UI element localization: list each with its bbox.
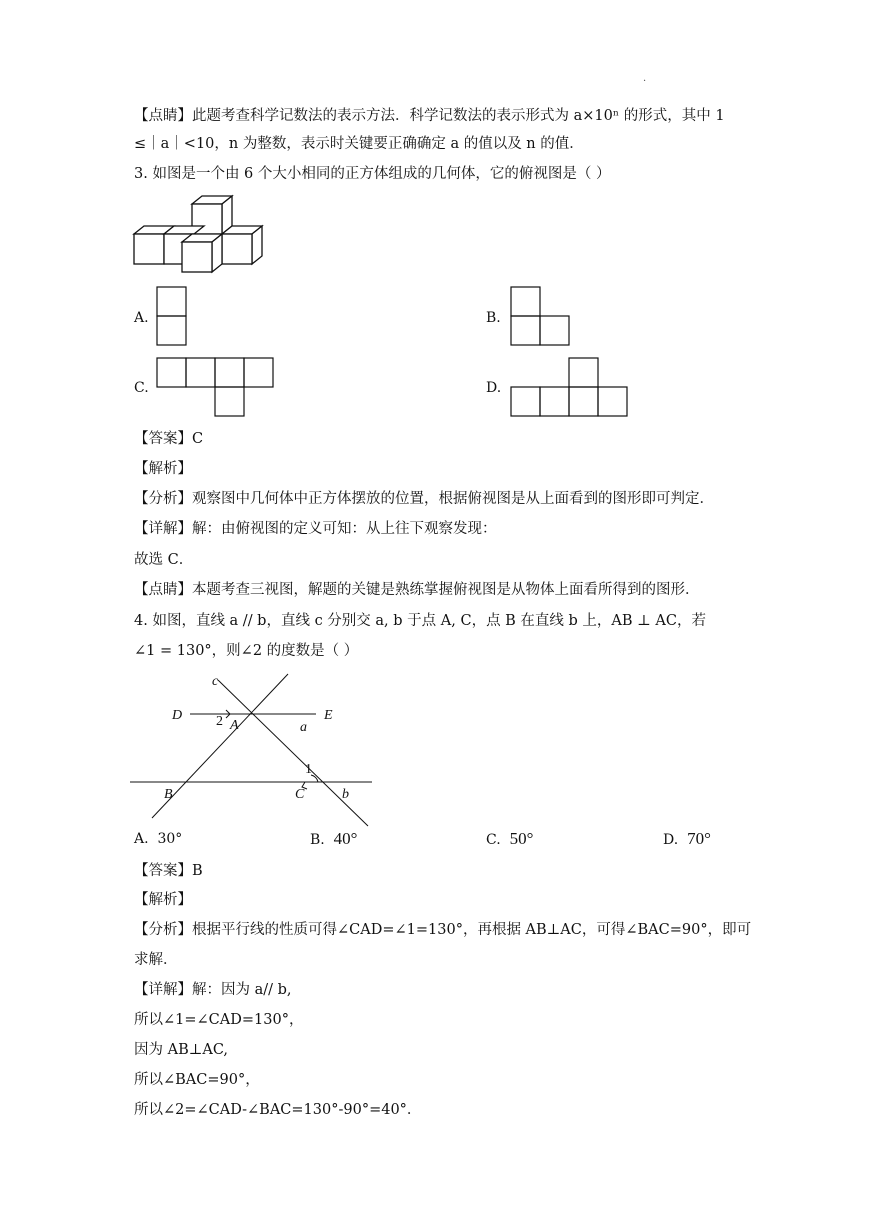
q3-solid-figure: [130, 194, 265, 274]
q4-detail-line2: 所以∠1=∠CAD=130°，: [134, 1012, 304, 1028]
q4-analysis-title: 【解析】: [134, 892, 192, 908]
q3-choose: 故选 C．: [134, 552, 194, 568]
q4-option-d: [663, 829, 711, 849]
label-a-line: a: [300, 720, 307, 735]
label-d: D: [172, 708, 183, 723]
q4-option-c-label: C.: [486, 832, 501, 848]
label-b-point: B: [164, 787, 173, 802]
label-angle-1: 1: [305, 762, 312, 777]
q4-detail-line1: 【详解】解：因为 a// b,: [134, 982, 292, 998]
q3-detail: 【详解】解：由俯视图的定义可知：从上往下观察发现：: [134, 521, 497, 537]
q4-detail-line5: 所以∠2=∠CAD-∠BAC=130°-90°=40°．: [134, 1102, 422, 1118]
q4-stem-line2: ∠1 = 130°，则∠2 的度数是（ ）: [134, 643, 359, 659]
q3-option-c-figure: [156, 357, 276, 419]
q3-answer: 【答案】C: [134, 431, 204, 447]
q3-analysis-title: 【解析】: [134, 461, 192, 477]
q3-option-a-figure: [156, 286, 188, 346]
q3-option-b-figure: [510, 286, 572, 346]
q4-option-a-label: A.: [134, 831, 149, 847]
q4-option-a: [134, 831, 182, 847]
label-angle-2: 2: [216, 714, 223, 729]
q3-comment: 【点睛】本题考查三视图，解题的关键是熟练掌握俯视图是从物体上面看所得到的图形．: [134, 582, 700, 598]
q3-option-d-label: D.: [486, 380, 502, 396]
label-a-point: A: [230, 718, 239, 733]
line-c: [218, 680, 368, 826]
q4-option-d-value: 70°: [687, 829, 711, 848]
q4-option-b-label: B.: [310, 832, 325, 848]
q4-option-c: [486, 829, 533, 849]
q3-option-c-label: C.: [134, 380, 149, 396]
q3-analysis: 【分析】观察图中几何体中正方体摆放的位置，根据俯视图是从上面看到的图形即可判定．: [134, 491, 714, 507]
q4-analysis-line2: 求解．: [134, 952, 178, 968]
q4-option-d-label: D.: [663, 832, 679, 848]
header-mark: ·: [643, 76, 647, 87]
label-c: c: [212, 674, 219, 689]
q4-option-a-value: 30°: [157, 831, 183, 847]
q3-stem: 3. 如图是一个由 6 个大小相同的正方体组成的几何体，它的俯视图是（ ）: [134, 166, 611, 182]
q4-analysis-line1: 【分析】根据平行线的性质可得∠CAD=∠1=130°，再根据 AB⊥AC，可得∠BAC=90°，即可: [134, 922, 752, 938]
q2-comment-line2: ≤｜a｜<10，n 为整数，表示时关键要正确确定 a 的值以及 n 的值．: [134, 136, 584, 152]
q4-answer: 【答案】B: [134, 863, 203, 879]
q4-stem-line1: 4. 如图，直线 a // b，直线 c 分别交 a, b 于点 A, C，点 B 在直线 b 上，AB ⊥ AC，若: [134, 613, 706, 629]
q3-option-b-label: B.: [486, 310, 501, 326]
q4-option-c-value: 50°: [509, 829, 534, 848]
q4-detail-line4: 所以∠BAC=90°，: [134, 1072, 260, 1088]
q4-detail-line3: 因为 AB⊥AC,: [134, 1042, 229, 1058]
q4-parallel-lines-figure: [128, 668, 378, 828]
label-b-line: b: [342, 787, 349, 802]
label-e: E: [324, 708, 333, 723]
q2-comment-line1: 【点睛】此题考查科学记数法的表示方法．科学记数法的表示形式为 a×10ⁿ 的形式，其中 1: [134, 108, 725, 124]
q4-option-b: [310, 829, 357, 849]
q4-option-b-value: 40°: [333, 829, 358, 848]
label-c-point: C: [295, 787, 305, 802]
q3-option-a-label: A.: [134, 310, 149, 326]
q3-option-d-figure: [510, 357, 632, 419]
